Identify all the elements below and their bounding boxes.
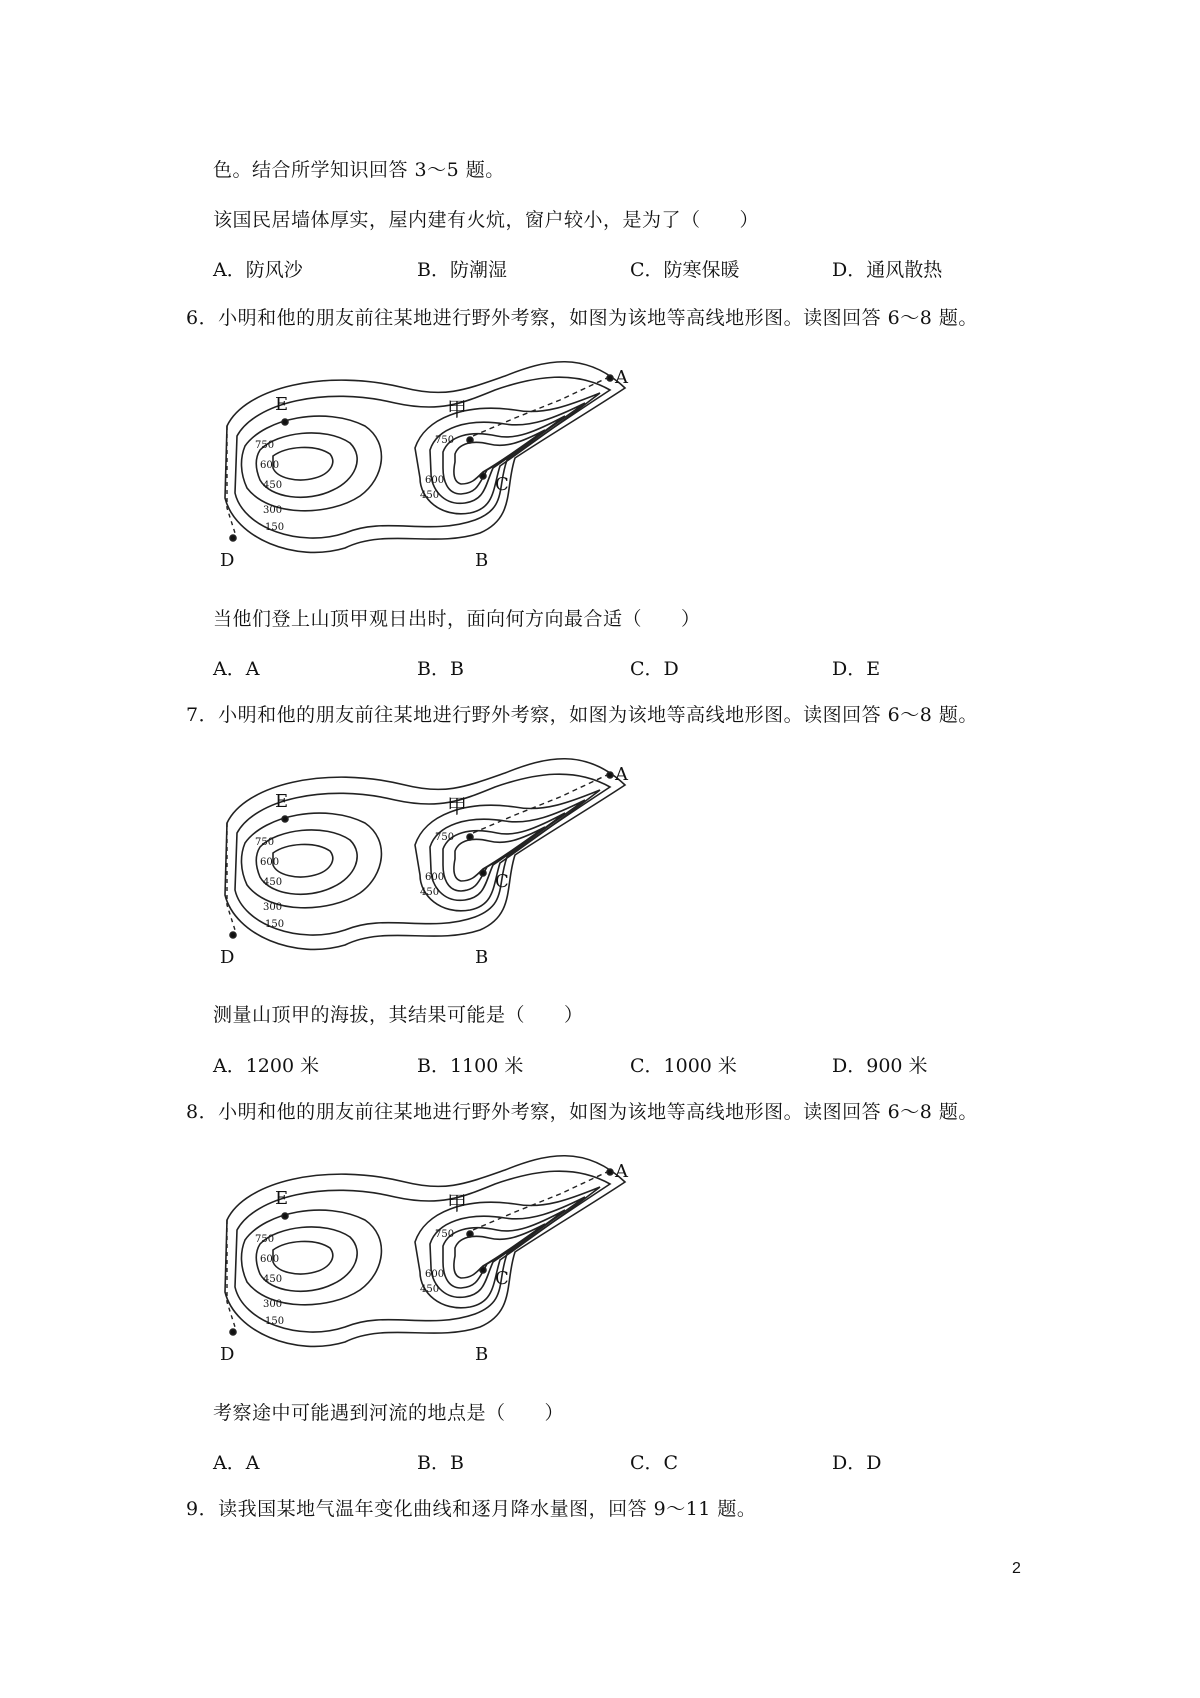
q8-contour-map [215, 1142, 675, 1386]
q7-option-b: B．1100 米 [417, 1055, 524, 1077]
q8-option-c: C．C [630, 1452, 679, 1474]
intro-option-c: C．防寒保暖 [630, 259, 740, 281]
q6-question: 当他们登上山顶甲观日出时，面向何方向最合适（ ） [213, 608, 701, 630]
contour-map-svg [215, 1142, 675, 1382]
intro-option-d: D．通风散热 [832, 259, 943, 281]
q8-option-d: D．D [832, 1452, 882, 1474]
intro-question: 该国民居墙体厚实，屋内建有火炕，窗户较小，是为了（ ） [213, 209, 760, 231]
q7-option-c: C．1000 米 [630, 1055, 737, 1077]
contour-map-svg [215, 745, 675, 985]
q6-option-d: D．E [832, 658, 881, 680]
intro-continuation: 色。结合所学知识回答 3～5 题。 [213, 159, 505, 181]
contour-map-svg [215, 348, 675, 588]
q8-stem: 8．小明和他的朋友前往某地进行野外考察，如图为该地等高线地形图。读图回答 6～8 题。 [186, 1101, 978, 1123]
q8-question: 考察途中可能遇到河流的地点是（ ） [213, 1402, 565, 1424]
q6-contour-map [215, 348, 675, 592]
q6-option-c: C．D [630, 658, 679, 680]
q6-option-b: B．B [417, 658, 464, 680]
q7-option-a: A．1200 米 [213, 1055, 320, 1077]
q9-stem: 9．读我国某地气温年变化曲线和逐月降水量图，回答 9～11 题。 [186, 1498, 757, 1520]
q7-option-d: D．900 米 [832, 1055, 928, 1077]
q8-option-b: B．B [417, 1452, 464, 1474]
intro-option-a: A．防风沙 [213, 259, 303, 281]
q7-question: 测量山顶甲的海拔，其结果可能是（ ） [213, 1004, 584, 1026]
q7-contour-map [215, 745, 675, 989]
q6-stem: 6．小明和他的朋友前往某地进行野外考察，如图为该地等高线地形图。读图回答 6～8 题。 [186, 307, 978, 329]
q7-stem: 7．小明和他的朋友前往某地进行野外考察，如图为该地等高线地形图。读图回答 6～8 题。 [186, 704, 978, 726]
q8-option-a: A．A [213, 1452, 260, 1474]
intro-option-b: B．防潮湿 [417, 259, 507, 281]
page-number: 2 [1012, 1560, 1021, 1577]
q6-option-a: A．A [213, 658, 260, 680]
